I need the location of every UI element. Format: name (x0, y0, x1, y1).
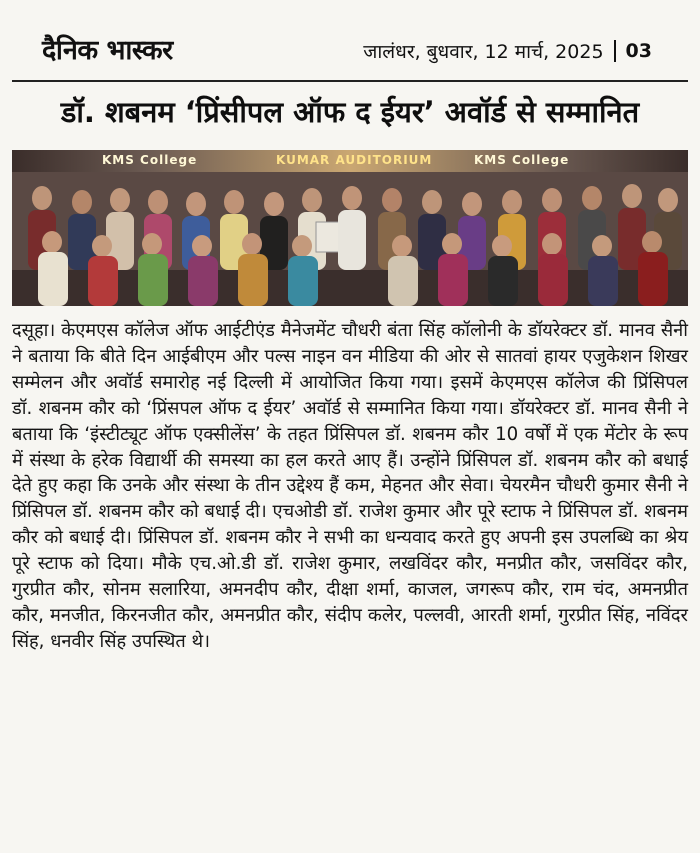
banner-college-right: KMS College (474, 153, 570, 167)
date-location: जालंधर, बुधवार, 12 मार्च, 2025 (363, 41, 604, 63)
newspaper-name: दैनिक भास्कर (42, 35, 173, 66)
page-number: 03 (625, 40, 652, 62)
dateline-separator (614, 40, 616, 62)
article-headline: डॉ. शबनम ‘प्रिंसीपल ऑफ द ईयर’ अवॉर्ड से सम्मानित (60, 95, 640, 129)
group-photo (12, 150, 688, 306)
auditorium-banner (12, 150, 688, 172)
dateline (363, 38, 652, 64)
banner-auditorium: KUMAR AUDITORIUM (276, 153, 433, 167)
article-body: दसूहा। केएमएस कॉलेज ऑफ आईटीएंड मैनेजमेंट चौधरी बंता सिंह कॉलोनी के डॉयरेक्टर डॉ. मानव सैनी ने बताया कि बीते दिन आईबीएम और पल्स नाइन वन मीडिया की ओर से सातवां हायर एजुकेशन शिखर सम्मेलन और अवॉर्ड समारोह नई दिल्ली में आयोजित किया गया। इसमें केएमएस कॉलेज की प्रिंसिपल डॉ. शबनम कौर को ‘प्रिंसपल ऑफ द ईयर’ अवॉर्ड से सम्मानित किया गया। डॉयरेक्टर डॉ. मानव सैनी ने बताया कि ‘इंस्टीट्यूट ऑफ एक्सीलेंस’ के तहत प्रिंसिपल डॉ. शबनम कौर 10 वर्षों में एक मेंटोर के रूप में संस्था के हरेक विद्यार्थी की समस्या का हल करते आए हैं। उन्होंने प्रिंसिपल डॉ. शबनम कौर को बधाई देते हुए कहा कि उनके और संस्था के तीन उद्देश्य हैं कम, मेहनत और सेवा। चेयरमैन चौधरी कुमार सैनी ने प्रिंसिपल डॉ. शबनम कौर को बधाई दी। एचओडी डॉ. राजेश कुमार और पूरे स्टाफ ने प्रिंसिपल डॉ. शबनम कौर को बधाई दी। प्रिंसिपल डॉ. शबनम कौर ने सभी का धन्यवाद करते हुए अपनी इस उपलब्धि का श्रेय पूरे स्टाफ को दिया। मौके एच.ओ.डी डॉ. राजेश कुमार, लखविंदर कौर, मनप्रीत कौर, जसविंदर कौर, गुरप्रीत कौर, सोनम सलारिया, अमनदीप कौर, दीक्षा शर्मा, काजल, जगरूप कौर, राम चंद, अमनप्रीत कौर, मनजीत, किरनजीत कौर, अमनप्रीत कौर, संदीप कलेर, पल्लवी, आरती शर्मा, गुरप्रीत सिंह, नविंदर सिंह, धनवीर सिंह उपस्थित थे। (12, 320, 688, 652)
group-photo-people (12, 150, 688, 306)
header-rule (12, 80, 688, 82)
masthead (0, 0, 700, 72)
banner-college-left: KMS College (102, 153, 198, 167)
